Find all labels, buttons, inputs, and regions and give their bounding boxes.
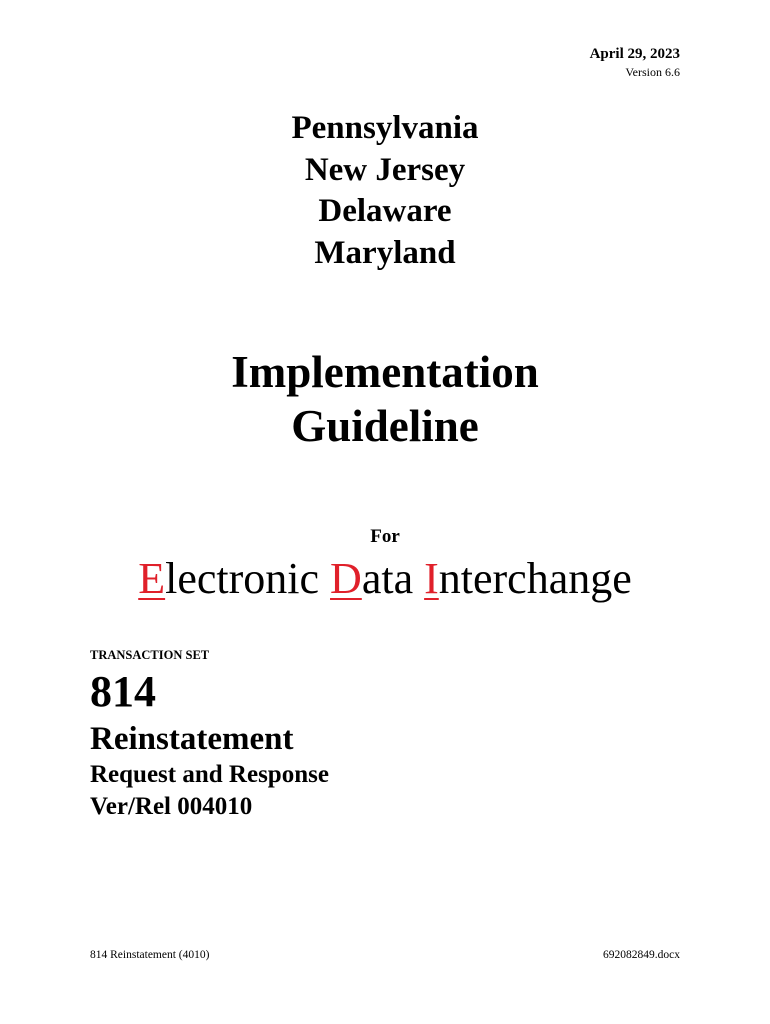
transaction-set-label: TRANSACTION SET <box>90 648 210 662</box>
title-line-2: Guideline <box>291 401 479 451</box>
edi-heading <box>0 552 770 606</box>
title-line-1: Implementation <box>231 347 539 397</box>
page-footer <box>90 949 680 961</box>
edi-initial-i: I <box>424 554 439 603</box>
state-name: Maryland <box>314 234 456 271</box>
edi-word-rest: lectronic <box>165 554 320 603</box>
document-date: April 29, 2023 <box>589 46 680 62</box>
state-name: Delaware <box>318 193 452 229</box>
edi-word-rest: ata <box>361 554 414 603</box>
state-name: New Jersey <box>304 151 466 188</box>
document-version: Version 6.6 <box>625 65 680 79</box>
transaction-set-subtitle: Request and Response <box>90 761 329 788</box>
transaction-set-number: 814 <box>90 667 156 716</box>
footer-right: 692082849.docx <box>603 949 680 961</box>
edi-initial-e: E <box>138 554 166 603</box>
edi-initial-d: D <box>330 554 362 603</box>
for-label: For <box>370 526 400 547</box>
transaction-set-version: Ver/Rel 004010 <box>90 793 253 820</box>
transaction-set-name: Reinstatement <box>90 721 294 757</box>
document-title <box>0 345 770 453</box>
state-name: Pennsylvania <box>291 110 479 146</box>
footer-left: 814 Reinstatement (4010) <box>90 949 210 961</box>
edi-word-rest: nterchange <box>438 554 632 603</box>
states-list <box>0 108 770 274</box>
